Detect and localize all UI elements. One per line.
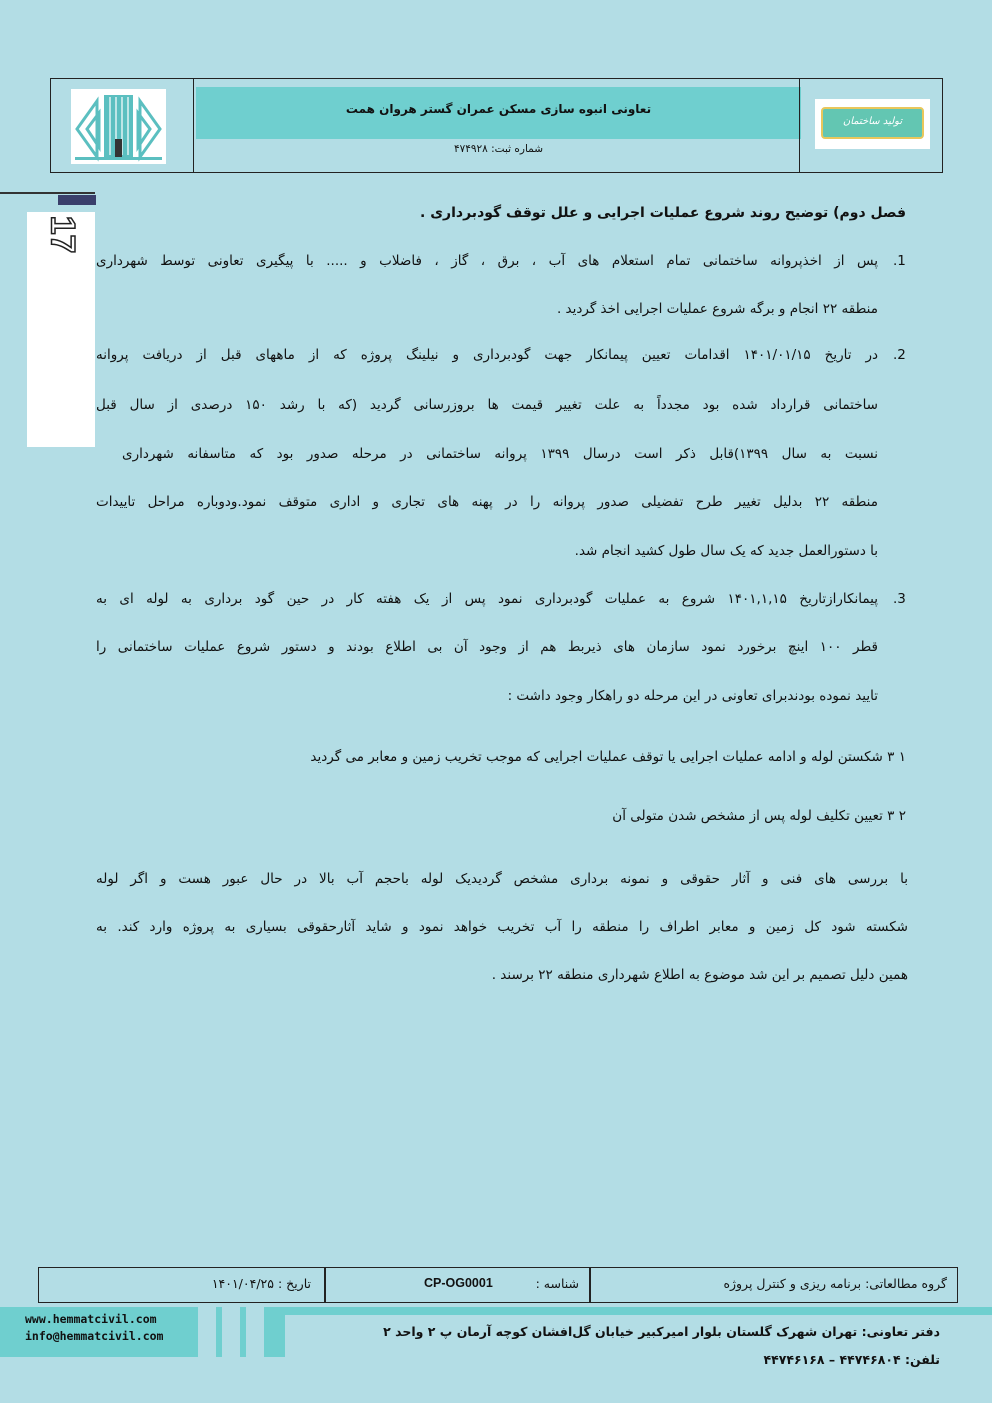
conclusion-line: همین دلیل تصمیم بر این شد موضوع به اطلاع شهرداری منطقه ۲۲ برسند . xyxy=(491,967,908,983)
website-link[interactable]: www.hemmatcivil.com xyxy=(25,1312,157,1326)
study-group: گروه مطالعاتی: برنامه ریزی و کنترل پروژه xyxy=(723,1276,947,1291)
footer-info-box xyxy=(38,1267,958,1303)
item-number: .2 xyxy=(893,347,906,363)
document-header xyxy=(50,78,943,173)
item-line: تایید نموده بودندبرای تعاونی در این مرحله دو راهکار وجود داشت : xyxy=(507,688,878,704)
item-line: در تاریخ ۱۴۰۱/۰۱/۱۵ اقدامات تعیین پیمانکار جهت گودبرداری و نیلینگ پروژه که از ماههای قبل از دریافت پروانه xyxy=(96,347,878,363)
office-address: دفتر تعاونی: تهران شهرک گلستان بلوار امیرکبیر خیابان گل‌افشان کوچه آرمان پ ۲ واحد ۲ xyxy=(383,1324,940,1339)
web-contact xyxy=(25,1311,163,1345)
cooperative-logo xyxy=(71,89,166,164)
email-link[interactable]: info@hemmatcivil.com xyxy=(25,1329,164,1343)
page-number: 17 xyxy=(43,215,82,254)
item-number: .3 xyxy=(893,591,906,607)
item-line: پیمانکارازتاریخ ۱۴۰۱,۱,۱۵ شروع به عملیات گودبرداری نمود پس از یک هفته کار در حین گود برداری به لوله ای به xyxy=(96,591,878,607)
item-line: منطقه ۲۲ بدلیل تغییر طرح تفضیلی صدور پروانه را در پهنه های تجاری و اداری متوقف نمود.ودوباره مراحل تاییدات xyxy=(96,494,878,510)
option-line: ۱ ۳ شکستن لوله و ادامه عملیات اجرایی یا توقف عملیات اجرایی که موجب تخریب زمین و معابر می گردید xyxy=(310,749,906,765)
brand-text: تولید ساختمان xyxy=(842,116,903,127)
logo-cell xyxy=(51,79,194,172)
brand-logo xyxy=(815,99,930,149)
header-title-band xyxy=(196,87,801,139)
registration-number: شماره ثبت: ۴۷۴۹۲۸ xyxy=(453,143,544,155)
item-line: نسبت به سال ۱۳۹۹)قابل ذکر است درسال ۱۳۹۹ پروانه ساختمانی در مرحله صدور بود که متاسفانه شهرداری xyxy=(122,446,879,462)
brand-badge xyxy=(821,107,924,139)
side-marker xyxy=(58,195,96,205)
item-line: پس از اخذپروانه ساختمانی تمام استعلام های آب ، برق ، گاز ، فاضلاب و ..... با پیگیری تعاونی توسط شهرداری xyxy=(96,253,878,269)
conclusion-line: شکسته شود کل زمین و معابر اطراف را منطقه را آب تخریب خواهد نمود و شاید آثارحقوقی بسیاری به پروژه وارد کند. به xyxy=(96,919,908,935)
footer-separator xyxy=(324,1268,326,1302)
cooperative-name: تعاونی انبوه سازی مسکن عمران گستر هروان همت xyxy=(345,102,652,116)
item-number: .1 xyxy=(893,253,906,269)
item-line: ساختمانی قرارداد شده بود مجدداً به علت تغییر قیمت ها بروزرسانی گردید (که با رشد ۱۵۰ درصدی از سال قبل xyxy=(96,397,878,413)
document-date: تاریخ : ۱۴۰۱/۰۴/۲۵ xyxy=(211,1276,311,1291)
option-line: ۲ ۳ تعیین تکلیف لوله پس از مشخص شدن متولی آن xyxy=(612,808,906,824)
address-band xyxy=(285,1307,992,1315)
item-line: قطر ۱۰۰ اینچ برخورد نمود سازمان های ذیربط هم از وجود آن بی اطلاع بودند و دستور شروع عملیات ساختمانی را xyxy=(96,639,878,655)
building-logo-icon xyxy=(71,89,166,164)
document-id-label: شناسه : xyxy=(535,1276,579,1291)
band-stripe xyxy=(198,1307,216,1357)
brand-cell xyxy=(799,79,942,172)
footer-separator xyxy=(589,1268,591,1302)
item-line: با دستورالعمل جدید که یک سال طول کشید انجام شد. xyxy=(574,543,878,559)
section-title: فصل دوم) توضیح روند شروع عملیات اجرایی و علل توقف گودبرداری . xyxy=(420,205,906,221)
band-stripe xyxy=(246,1307,264,1357)
conclusion-line: با بررسی های فنی و آثار حقوقی و نمونه برداری مشخص گردیدیک لوله باحجم آب بالا در حال عبور هست و اگر لوله xyxy=(96,871,908,887)
band-stripe xyxy=(222,1307,240,1357)
item-line: منطقه ۲۲ انجام و برگه شروع عملیات اجرایی اخذ گردید . xyxy=(556,301,878,317)
document-id: CP-OG0001 xyxy=(424,1276,493,1290)
side-divider xyxy=(0,192,95,194)
office-phone: تلفن: ۴۴۷۴۶۸۰۴ – ۴۴۷۴۶۱۶۸ xyxy=(763,1352,940,1367)
